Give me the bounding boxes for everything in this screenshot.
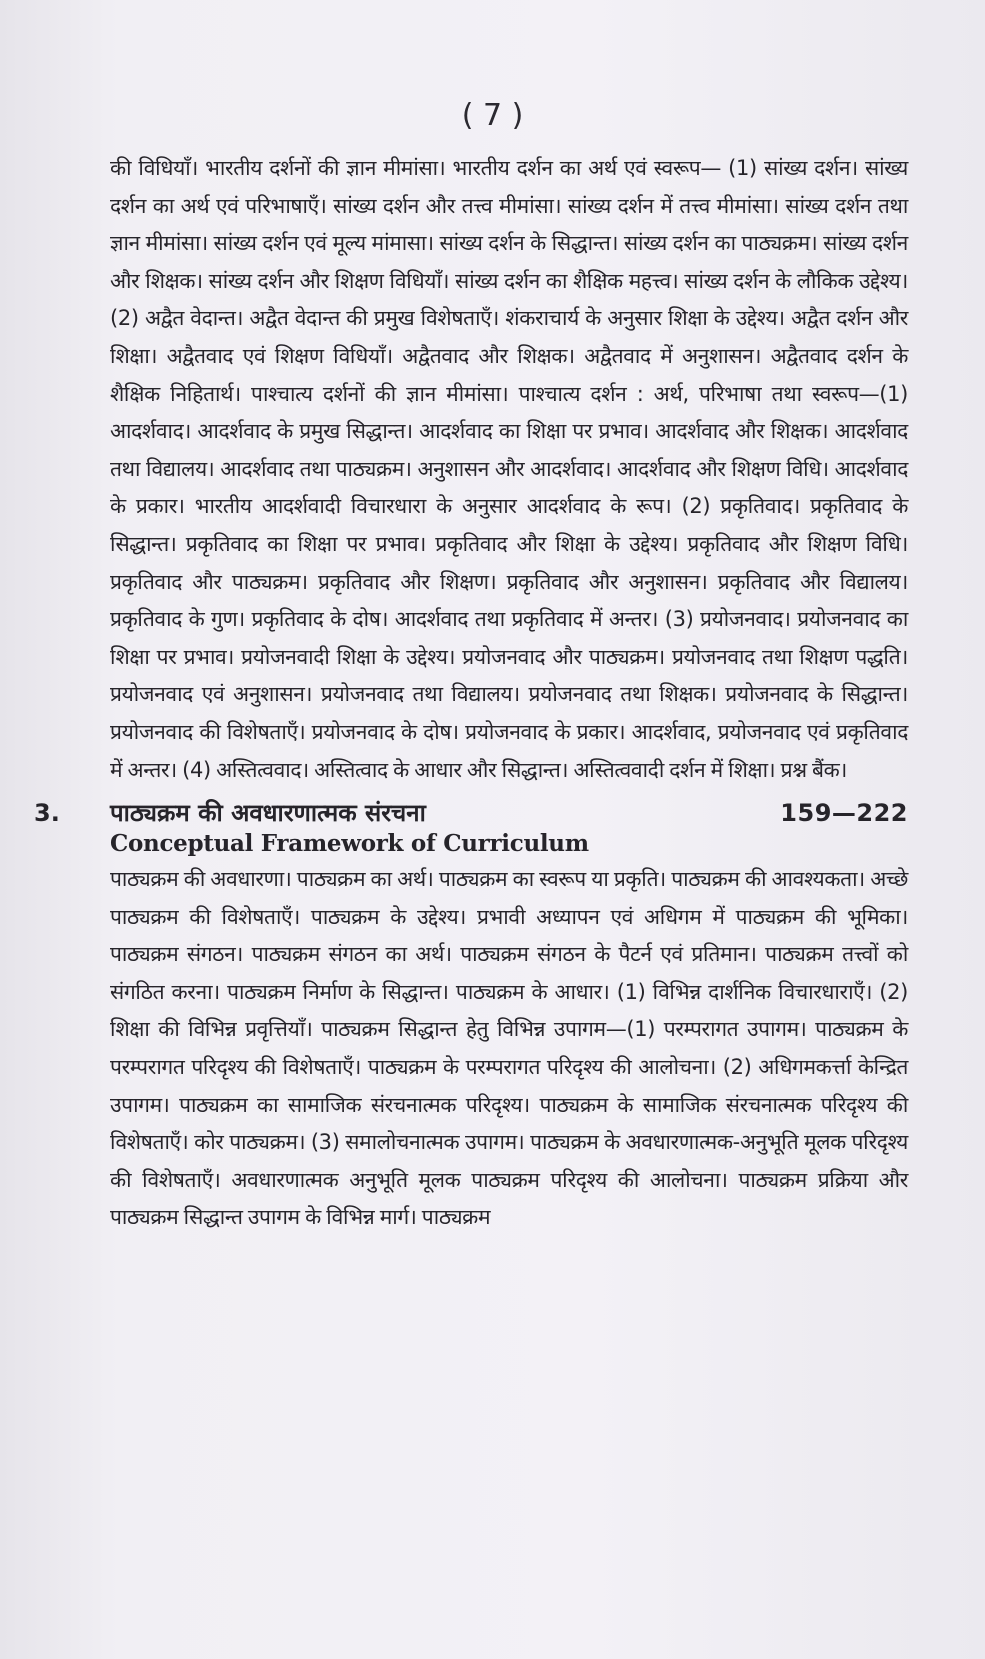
chapter-page-range: 159—222 bbox=[780, 799, 908, 828]
chapter-3-topics: पाठ्यक्रम की अवधारणा। पाठ्यक्रम का अर्थ। पाठ्यक्रम का स्वरूप या प्रकृति। पाठ्यक्रम की आवश्यकता। अच्छे पाठ्यक्रम की विशेषताएँ। पाठ्यक्रम के उद्देश्य। प्रभावी अध्यापन एवं अधिगम में पाठ्यक्रम की भूमिका। पाठ्यक्रम संगठन। पाठ्यक्रम संगठन का अर्थ। पाठ्यक्रम संगठन के पैटर्न एवं प्रतिमान। पाठ्यक्रम तत्त्वों को संगठित करना। पाठ्यक्रम निर्माण के सिद्धान्त। पाठ्यक्रम के आधार। (1) विभिन्न दार्शनिक विचारधाराएँ। (2) शिक्षा की विभिन्न प्रवृत्तियाँ। पाठ्यक्रम सिद्धान्त हेतु विभिन्न उपागम—(1) परम्परागत उपागम। पाठ्यक्रम के परम्परागत परिदृश्य की विशेषताएँ। पाठ्यक्रम के परम्परागत परिदृश्य की आलोचना। (2) अधिगमकर्त्ता केन्द्रित उपागम। पाठ्यक्रम का सामाजिक संरचनात्मक परिदृश्य। पाठ्यक्रम के सामाजिक संरचनात्मक परिदृश्य की विशेषताएँ। कोर पाठ्यक्रम। (3) समालोचनात्मक उपागम। पाठ्यक्रम के अवधारणात्मक-अनुभूति मूलक परिदृश्य की विशेषताएँ। अवधारणात्मक अनुभूति मूलक पाठ्यक्रम परिदृश्य की आलोचना। पाठ्यक्रम प्रक्रिया और पाठ्यक्रम सिद्धान्त उपागम के विभिन्न मार्ग। पाठ्यक्रम bbox=[110, 867, 908, 1230]
chapter-heading bbox=[34, 797, 908, 829]
page-number: ( 7 ) bbox=[461, 98, 524, 133]
chapter-2-topics: की विधियाँ। भारतीय दर्शनों की ज्ञान मीमांसा। भारतीय दर्शन का अर्थ एवं स्वरूप— (1) सांख्य दर्शन। सांख्य दर्शन का अर्थ एवं परिभाषाएँ। सांख्य दर्शन और तत्त्व मीमांसा। सांख्य दर्शन में तत्त्व मीमांसा। सांख्य दर्शन तथा ज्ञान मीमांसा। सांख्य दर्शन एवं मूल्य मांमासा। सांख्य दर्शन के सिद्धान्त। सांख्य दर्शन का पाठ्यक्रम। सांख्य दर्शन और शिक्षक। सांख्य दर्शन और शिक्षण विधियाँ। सांख्य दर्शन का शैक्षिक महत्त्व। सांख्य दर्शन के लौकिक उद्देश्य। (2) अद्वैत वेदान्त। अद्वैत वेदान्त की प्रमुख विशेषताएँ। शंकराचार्य के अनुसार शिक्षा के उद्देश्य। अद्वैत दर्शन और शिक्षा। अद्वैतवाद एवं शिक्षण विधियाँ। अद्वैतवाद और शिक्षक। अद्वैतवाद में अनुशासन। अद्वैतवाद दर्शन के शैक्षिक निहितार्थ। पाश्चात्य दर्शनों की ज्ञान मीमांसा। पाश्चात्य दर्शन : अर्थ, परिभाषा तथा स्वरूप—(1) आदर्शवाद। आदर्शवाद के प्रमुख सिद्धान्त। आदर्शवाद का शिक्षा पर प्रभाव। आदर्शवाद और शिक्षक। आदर्शवाद तथा विद्यालय। आदर्शवाद तथा पाठ्यक्रम। अनुशासन और आदर्शवाद। आदर्शवाद और शिक्षण विधि। आदर्शवाद के प्रकार। भारतीय आदर्शवादी विचारधारा के अनुसार आदर्शवाद के रूप। (2) प्रकृतिवाद। प्रकृतिवाद के सिद्धान्त। प्रकृतिवाद का शिक्षा पर प्रभाव। प्रकृतिवाद और शिक्षा के उद्देश्य। प्रकृतिवाद और शिक्षण विधि। प्रकृतिवाद और पाठ्यक्रम। प्रकृतिवाद और शिक्षण। प्रकृतिवाद और अनुशासन। प्रकृतिवाद और विद्यालय। प्रकृतिवाद के गुण। प्रकृतिवाद के दोष। आदर्शवाद तथा प्रकृतिवाद में अन्तर। (3) प्रयोजनवाद। प्रयोजनवाद का शिक्षा पर प्रभाव। प्रयोजनवादी शिक्षा के उद्देश्य। प्रयोजनवाद और पाठ्यक्रम। प्रयोजनवाद तथा शिक्षण पद्धति। प्रयोजनवाद एवं अनुशासन। प्रयोजनवाद तथा विद्यालय। प्रयोजनवाद तथा शिक्षक। प्रयोजनवाद के सिद्धान्त। प्रयोजनवाद की विशेषताएँ। प्रयोजनवाद के दोष। प्रयोजनवाद के प्रकार। आदर्शवाद, प्रयोजनवाद एवं प्रकृतिवाद में अन्तर। (4) अस्तित्ववाद। अस्तित्वाद के आधार और सिद्धान्त। अस्तित्ववादी दर्शन में शिक्षा। प्रश्न बैंक। bbox=[110, 156, 908, 782]
chapter-title-english: Conceptual Framework of Curriculum bbox=[110, 830, 589, 858]
chapter-title-hindi: पाठ्यक्रम की अवधारणात्मक संरचना bbox=[110, 799, 426, 828]
chapter-title-group bbox=[34, 797, 426, 829]
chapter-number: 3. bbox=[34, 799, 60, 828]
contents-body bbox=[34, 150, 908, 1237]
